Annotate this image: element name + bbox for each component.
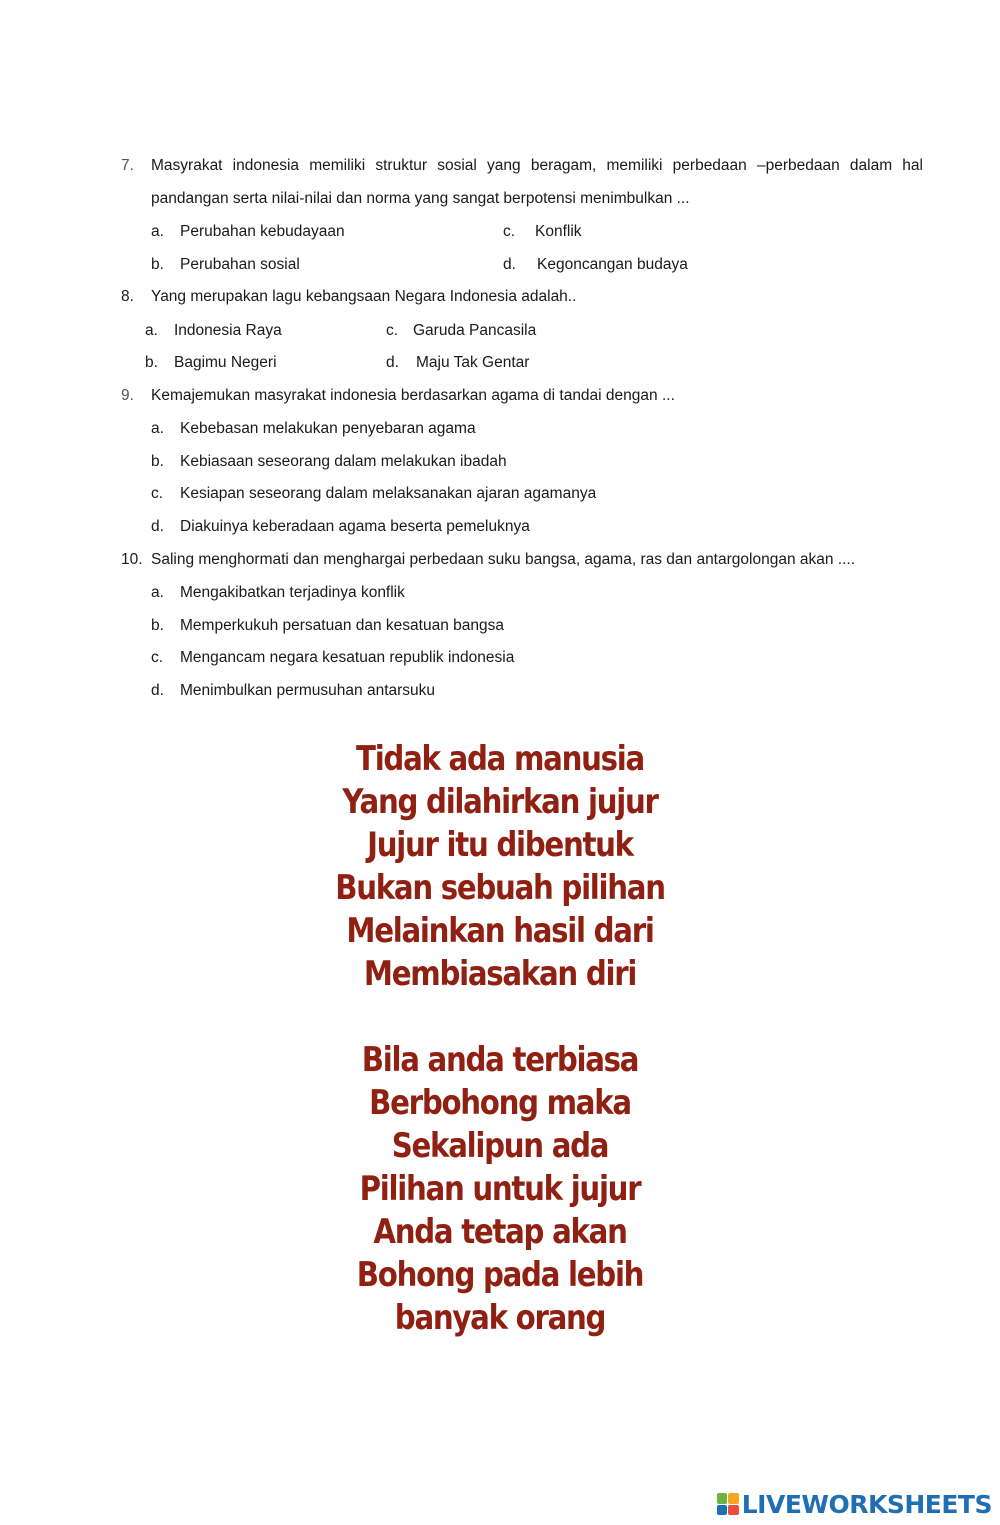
liveworksheets-logo[interactable] xyxy=(717,1489,992,1519)
option-letter: c. xyxy=(386,322,399,339)
quote-line: Bukan sebuah pilihan xyxy=(335,868,665,908)
option-letter: a. xyxy=(151,584,164,601)
quote-line: banyak orang xyxy=(394,1298,606,1338)
option-letter: b. xyxy=(145,354,158,371)
quote-line: Melainkan hasil dari xyxy=(346,911,654,951)
question-number: 10. xyxy=(121,551,143,568)
quote-line: Bila anda terbiasa xyxy=(361,1040,639,1080)
option-letter: a. xyxy=(151,223,164,240)
question-text-line-1: Saling menghormati dan menghargai perbedaan suku bangsa, agama, ras dan antargolongan akan .... xyxy=(151,551,856,568)
quote-line: Berbohong maka xyxy=(369,1083,631,1123)
option-letter: d. xyxy=(386,354,399,371)
option-letter: c. xyxy=(151,485,164,502)
liveworksheets-logo-icon xyxy=(717,1493,739,1515)
option-letter: d. xyxy=(151,682,164,699)
option-letter: b. xyxy=(151,453,164,470)
option-a-text[interactable]: Perubahan kebudayaan xyxy=(180,223,345,240)
option-c-text[interactable]: Mengancam negara kesatuan republik indonesia xyxy=(180,649,515,666)
option-letter: c. xyxy=(151,649,164,666)
option-c-text[interactable]: Garuda Pancasila xyxy=(413,322,537,339)
question-text-line-1: Yang merupakan lagu kebangsaan Negara Indonesia adalah.. xyxy=(151,288,577,305)
quote-line: Pilihan untuk jujur xyxy=(359,1169,641,1209)
option-letter: a. xyxy=(151,420,164,437)
logo-text: LIVEWORKSHEETS xyxy=(741,1489,992,1519)
option-letter: a. xyxy=(145,322,158,339)
option-a-text[interactable]: Kebebasan melakukan penyebaran agama xyxy=(180,420,476,437)
quote-line: Bohong pada lebih xyxy=(356,1255,644,1295)
question-text-line-1: Masyrakat indonesia memiliki struktur sosial yang beragam, memiliki perbedaan –perbedaan dalam hal xyxy=(151,157,923,174)
option-b-text[interactable]: Kebiasaan seseorang dalam melakukan ibadah xyxy=(180,453,507,470)
option-c-text[interactable]: Kesiapan seseorang dalam melaksanakan ajaran agamanya xyxy=(180,485,597,502)
option-b-text[interactable]: Perubahan sosial xyxy=(180,256,300,273)
question-text-line-2: pandangan serta nilai-nilai dan norma yang sangat berpotensi menimbulkan ... xyxy=(151,190,690,207)
quote-line: Yang dilahirkan jujur xyxy=(342,782,658,822)
option-letter: d. xyxy=(151,518,164,535)
option-d-text[interactable]: Menimbulkan permusuhan antarsuku xyxy=(180,682,436,699)
option-letter: b. xyxy=(151,256,164,273)
question-number: 7. xyxy=(121,157,134,174)
option-letter: b. xyxy=(151,617,164,634)
quote-line: Sekalipun ada xyxy=(391,1126,609,1166)
option-b-text[interactable]: Memperkukuh persatuan dan kesatuan bangsa xyxy=(180,617,504,634)
quote-line: Jujur itu dibentuk xyxy=(367,825,633,865)
quote-line: Tidak ada manusia xyxy=(356,739,644,779)
option-d-text[interactable]: Diakuinya keberadaan agama beserta pemeluknya xyxy=(180,518,530,535)
question-text-line-1: Kemajemukan masyrakat indonesia berdasarkan agama di tandai dengan ... xyxy=(151,387,675,404)
question-number: 9. xyxy=(121,387,134,404)
option-b-text[interactable]: Bagimu Negeri xyxy=(174,354,277,371)
quote-line: Anda tetap akan xyxy=(373,1212,627,1252)
quote-line: Membiasakan diri xyxy=(363,954,637,994)
option-letter: c. xyxy=(503,223,516,240)
option-letter: d. xyxy=(503,256,516,273)
option-d-text[interactable]: Maju Tak Gentar xyxy=(416,354,530,371)
question-number: 8. xyxy=(121,288,134,305)
option-a-text[interactable]: Mengakibatkan terjadinya konflik xyxy=(180,584,405,601)
option-a-text[interactable]: Indonesia Raya xyxy=(174,322,282,339)
option-c-text[interactable]: Konflik xyxy=(535,223,582,240)
option-d-text[interactable]: Kegoncangan budaya xyxy=(537,256,688,273)
